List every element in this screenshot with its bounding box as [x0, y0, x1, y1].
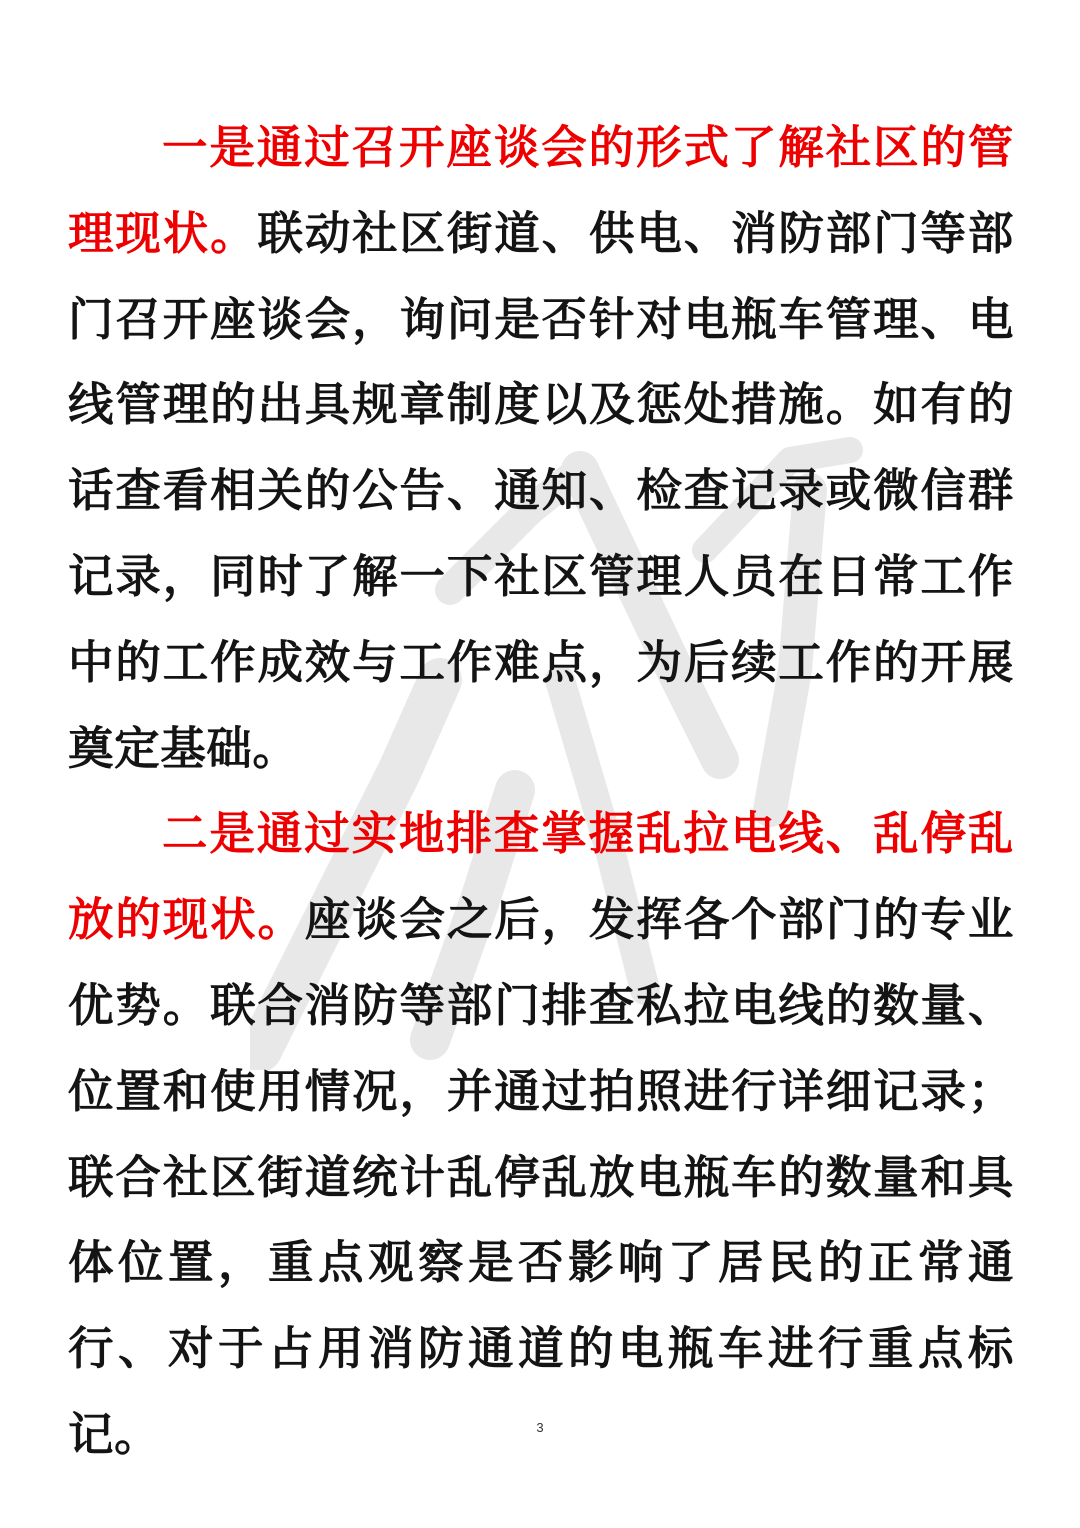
- paragraph-1-heading: 一是通过召开座谈会的形式了解社区的管理现状。: [68, 120, 1014, 260]
- paragraph-1: [68, 105, 1014, 791]
- document-page: [68, 105, 1014, 1478]
- page-number: 3: [536, 1420, 544, 1435]
- paragraph-2: [68, 791, 1014, 1477]
- paragraph-2-body: 座谈会之后，发挥各个部门的专业优势。联合消防等部门排查私拉电线的数量、位置和使用情况，并通过拍照进行详细记录；联合社区街道统计乱停乱放电瓶车的数量和具体位置，重点观察是否影响了居民的正常通行、对于占用消防通道的电瓶车进行重点标记。: [68, 892, 1014, 1461]
- paragraph-1-body: 联动社区街道、供电、消防部门等部门召开座谈会，询问是否针对电瓶车管理、电线管理的出具规章制度以及惩处措施。如有的话查看相关的公告、通知、检查记录或微信群记录，同时了解一下社区管理人员在日常工作中的工作成效与工作难点，为后续工作的开展奠定基础。: [68, 205, 1014, 775]
- paragraph-2-heading: 二是通过实地排查掌握乱拉电线、乱停乱放的现状。: [68, 806, 1014, 947]
